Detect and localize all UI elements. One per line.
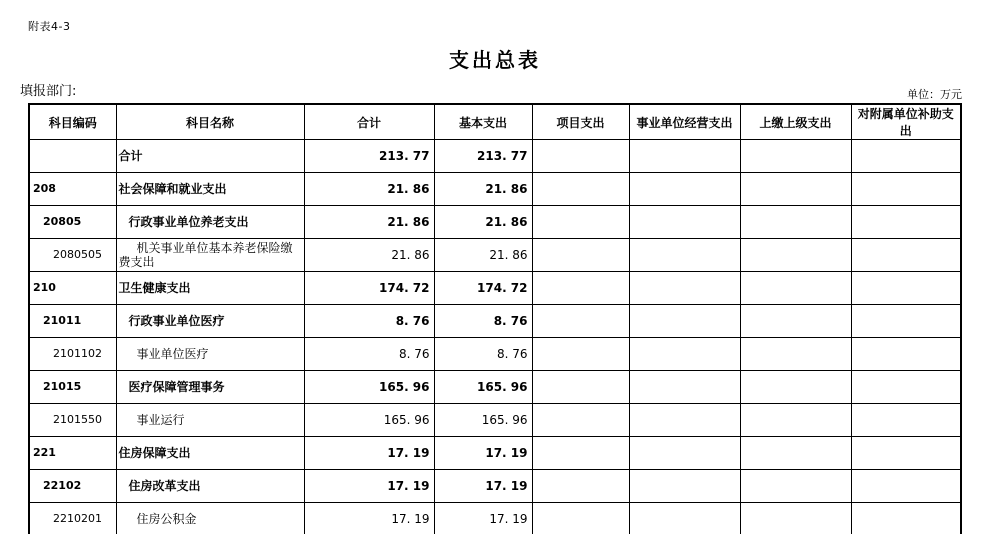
cell-subsidy bbox=[851, 206, 961, 239]
cell-total: 17. 19 bbox=[304, 470, 434, 503]
cell-basic: 21. 86 bbox=[434, 173, 532, 206]
cell-total: 165. 96 bbox=[304, 371, 434, 404]
unit-label: 单位：万元 bbox=[907, 88, 962, 101]
cell-operating bbox=[629, 371, 740, 404]
cell-upper bbox=[740, 206, 851, 239]
cell-upper bbox=[740, 239, 851, 272]
cell-subsidy bbox=[851, 305, 961, 338]
cell-operating bbox=[629, 404, 740, 437]
cell-subject-code: 2210201 bbox=[29, 503, 116, 534]
col-header-basic-expenditure: 基本支出 bbox=[434, 104, 532, 140]
col-header-project-expenditure: 项目支出 bbox=[532, 104, 629, 140]
cell-operating bbox=[629, 272, 740, 305]
cell-subject-code: 210 bbox=[29, 272, 116, 305]
cell-basic: 21. 86 bbox=[434, 206, 532, 239]
cell-upper bbox=[740, 404, 851, 437]
table-row bbox=[29, 272, 961, 305]
cell-basic: 17. 19 bbox=[434, 503, 532, 534]
cell-basic: 165. 96 bbox=[434, 404, 532, 437]
cell-subject-name: 合计 bbox=[116, 140, 304, 173]
cell-subject-name: 社会保障和就业支出 bbox=[116, 173, 304, 206]
col-header-operating-expenditure: 事业单位经营支出 bbox=[629, 104, 740, 140]
cell-subject-name: 事业运行 bbox=[116, 404, 304, 437]
col-header-subsidy-expenditure: 对附属单位补助支出 bbox=[851, 104, 961, 140]
cell-subsidy bbox=[851, 404, 961, 437]
col-header-upper-level-expenditure: 上缴上级支出 bbox=[740, 104, 851, 140]
cell-upper bbox=[740, 305, 851, 338]
title-wrap bbox=[0, 44, 990, 73]
cell-total: 213. 77 bbox=[304, 140, 434, 173]
cell-total: 165. 96 bbox=[304, 404, 434, 437]
cell-subsidy bbox=[851, 173, 961, 206]
cell-subject-name: 卫生健康支出 bbox=[116, 272, 304, 305]
table-header-row bbox=[29, 104, 961, 140]
cell-subject-name: 行政事业单位医疗 bbox=[116, 305, 304, 338]
department-label: 填报部门: bbox=[20, 84, 77, 99]
cell-subject-name: 住房公积金 bbox=[116, 503, 304, 534]
cell-basic: 17. 19 bbox=[434, 437, 532, 470]
cell-operating bbox=[629, 305, 740, 338]
cell-total: 17. 19 bbox=[304, 503, 434, 534]
cell-total: 21. 86 bbox=[304, 239, 434, 272]
table-row bbox=[29, 503, 961, 534]
cell-basic: 8. 76 bbox=[434, 305, 532, 338]
table-row bbox=[29, 371, 961, 404]
cell-operating bbox=[629, 338, 740, 371]
cell-subject-code: 2101550 bbox=[29, 404, 116, 437]
col-header-subject-code: 科目编码 bbox=[29, 104, 116, 140]
cell-upper bbox=[740, 272, 851, 305]
cell-basic: 213. 77 bbox=[434, 140, 532, 173]
cell-subject-name: 医疗保障管理事务 bbox=[116, 371, 304, 404]
cell-project bbox=[532, 305, 629, 338]
table-row bbox=[29, 338, 961, 371]
cell-subject-code: 22102 bbox=[29, 470, 116, 503]
cell-subject-name: 事业单位医疗 bbox=[116, 338, 304, 371]
attachment-label: 附表4-3 bbox=[28, 20, 71, 33]
cell-operating bbox=[629, 437, 740, 470]
page-title: 支出总表 bbox=[449, 48, 541, 72]
cell-subsidy bbox=[851, 338, 961, 371]
cell-total: 174. 72 bbox=[304, 272, 434, 305]
cell-subject-code: 20805 bbox=[29, 206, 116, 239]
cell-subsidy bbox=[851, 437, 961, 470]
cell-operating bbox=[629, 470, 740, 503]
cell-project bbox=[532, 173, 629, 206]
cell-operating bbox=[629, 140, 740, 173]
table-row bbox=[29, 239, 961, 272]
col-header-total: 合计 bbox=[304, 104, 434, 140]
cell-project bbox=[532, 272, 629, 305]
cell-operating bbox=[629, 239, 740, 272]
cell-project bbox=[532, 371, 629, 404]
cell-operating bbox=[629, 173, 740, 206]
cell-subject-code: 2101102 bbox=[29, 338, 116, 371]
cell-total: 8. 76 bbox=[304, 338, 434, 371]
cell-upper bbox=[740, 338, 851, 371]
cell-project bbox=[532, 140, 629, 173]
cell-upper bbox=[740, 503, 851, 534]
cell-total: 17. 19 bbox=[304, 437, 434, 470]
expenditure-table bbox=[28, 103, 962, 534]
table-row bbox=[29, 437, 961, 470]
cell-basic: 174. 72 bbox=[434, 272, 532, 305]
cell-subject-code: 21011 bbox=[29, 305, 116, 338]
cell-subject-name: 住房保障支出 bbox=[116, 437, 304, 470]
table-row bbox=[29, 206, 961, 239]
cell-basic: 21. 86 bbox=[434, 239, 532, 272]
cell-basic: 17. 19 bbox=[434, 470, 532, 503]
cell-subject-name: 行政事业单位养老支出 bbox=[116, 206, 304, 239]
cell-subject-name: 机关事业单位基本养老保险缴费支出 bbox=[116, 239, 304, 272]
cell-project bbox=[532, 338, 629, 371]
cell-subject-code: 2080505 bbox=[29, 239, 116, 272]
cell-subsidy bbox=[851, 503, 961, 534]
cell-upper bbox=[740, 437, 851, 470]
cell-subject-code: 221 bbox=[29, 437, 116, 470]
cell-project bbox=[532, 239, 629, 272]
cell-upper bbox=[740, 140, 851, 173]
cell-project bbox=[532, 503, 629, 534]
cell-subsidy bbox=[851, 239, 961, 272]
table-row bbox=[29, 404, 961, 437]
cell-subject-code: 208 bbox=[29, 173, 116, 206]
cell-upper bbox=[740, 470, 851, 503]
cell-project bbox=[532, 404, 629, 437]
cell-total: 8. 76 bbox=[304, 305, 434, 338]
cell-subsidy bbox=[851, 140, 961, 173]
cell-project bbox=[532, 437, 629, 470]
cell-basic: 8. 76 bbox=[434, 338, 532, 371]
table-row bbox=[29, 470, 961, 503]
cell-subsidy bbox=[851, 470, 961, 503]
cell-total: 21. 86 bbox=[304, 206, 434, 239]
cell-subject-code bbox=[29, 140, 116, 173]
cell-subject-name: 住房改革支出 bbox=[116, 470, 304, 503]
cell-upper bbox=[740, 371, 851, 404]
cell-upper bbox=[740, 173, 851, 206]
cell-total: 21. 86 bbox=[304, 173, 434, 206]
cell-project bbox=[532, 470, 629, 503]
cell-operating bbox=[629, 206, 740, 239]
table-row bbox=[29, 305, 961, 338]
cell-operating bbox=[629, 503, 740, 534]
cell-subsidy bbox=[851, 272, 961, 305]
cell-subject-code: 21015 bbox=[29, 371, 116, 404]
table-row bbox=[29, 173, 961, 206]
col-header-subject-name: 科目名称 bbox=[116, 104, 304, 140]
cell-basic: 165. 96 bbox=[434, 371, 532, 404]
cell-subsidy bbox=[851, 371, 961, 404]
table-row bbox=[29, 140, 961, 173]
cell-project bbox=[532, 206, 629, 239]
